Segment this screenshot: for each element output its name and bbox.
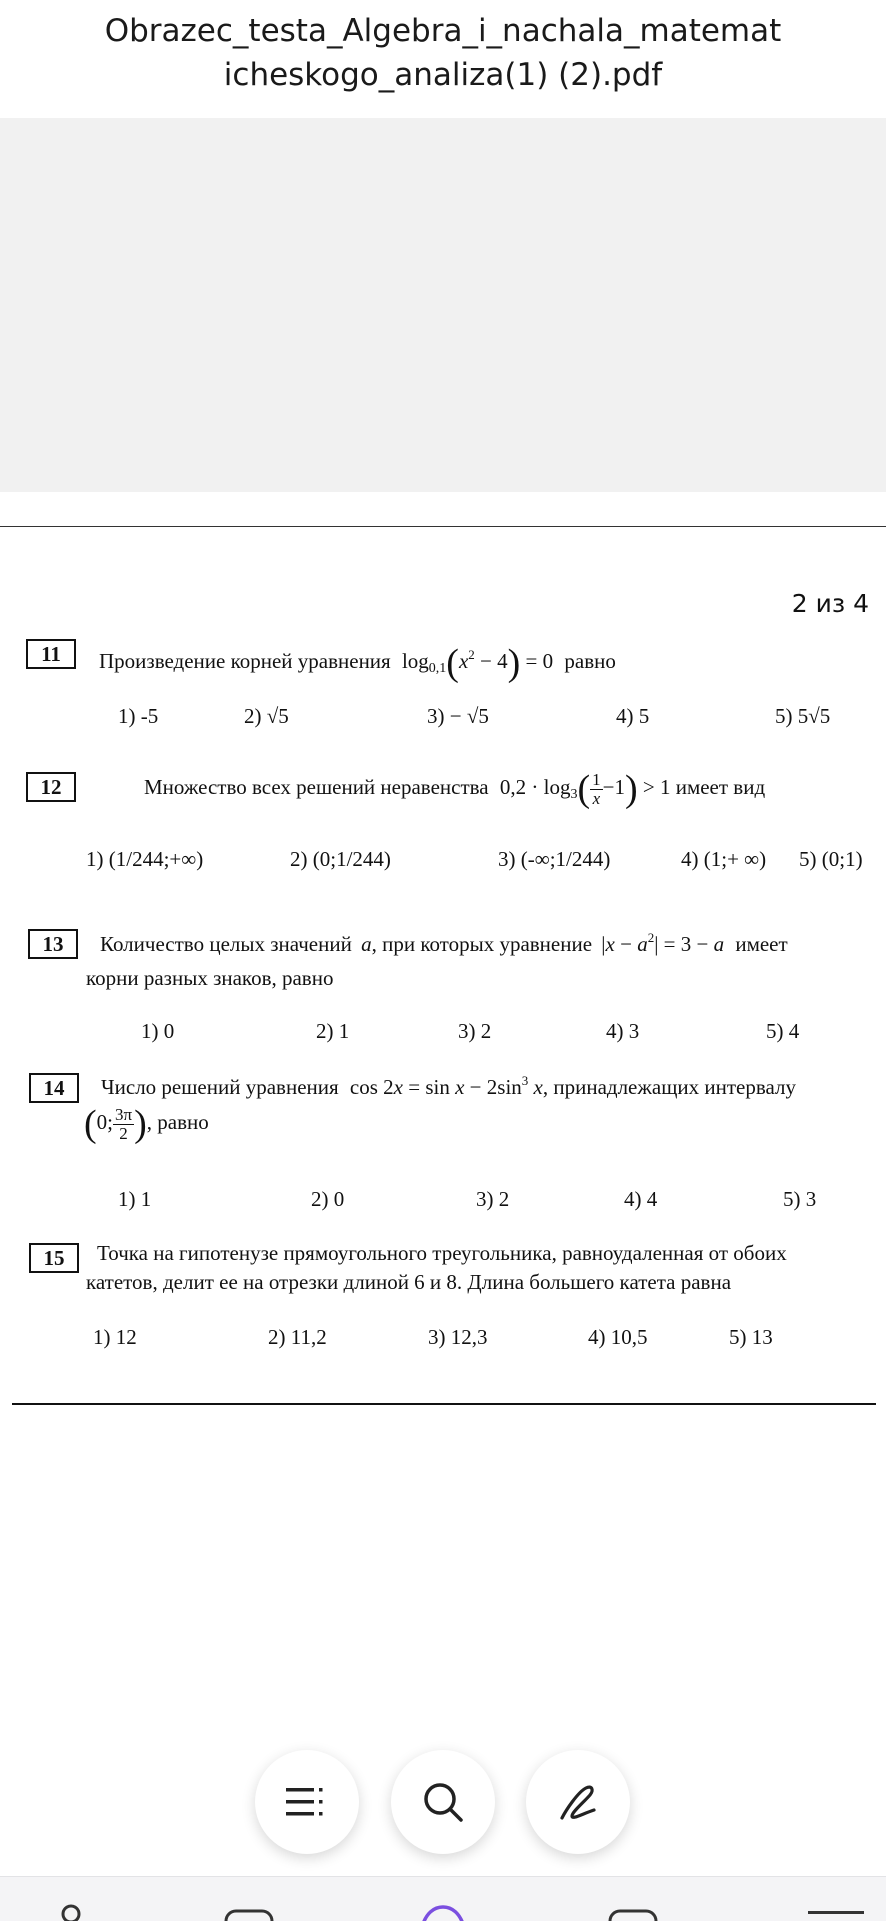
page-bottom-rule [12, 1403, 876, 1405]
question-15-option-4: 4) 10,5 [588, 1325, 648, 1349]
question-15-text-line1: Точка на гипотенузе прямоугольного треугольника, равноудаленная от обоих [97, 1241, 787, 1265]
document-title-line2: icheskogo_analiza(1) (2).pdf [223, 57, 663, 93]
question-14-option-3: 3) 2 [476, 1187, 510, 1211]
question-12-option-4: 4) (1;+ ∞) [681, 847, 767, 871]
contents-button[interactable] [255, 1750, 359, 1854]
question-13-text-after: имеет [735, 932, 788, 956]
question-12-option-2: 2) (0;1/244) [290, 847, 391, 871]
annotate-button[interactable] [526, 1750, 630, 1854]
chat-icon[interactable] [608, 1903, 660, 1921]
question-11-option-4: 4) 5 [616, 704, 650, 728]
tabs-icon[interactable] [224, 1903, 276, 1921]
question-15-text-line2: катетов, делит ее на отрезки длиной 6 и 8. Длина большего катета равна [86, 1270, 732, 1294]
question-13-option-2: 2) 1 [316, 1019, 350, 1043]
search-icon [421, 1780, 465, 1824]
floating-toolbar [0, 1750, 886, 1860]
question-11-option-3: 3) − √5 [427, 704, 489, 728]
question-15-option-5: 5) 13 [729, 1325, 773, 1349]
question-14-option-1: 1) 1 [118, 1187, 152, 1211]
document-title-line1: Obrazec_testa_Algebra_i_nachala_matemat [104, 13, 782, 49]
question-14-option-4: 4) 4 [624, 1187, 658, 1211]
list-icon [284, 1786, 330, 1818]
question-14-text-line1 [101, 1073, 796, 1100]
question-13-option-4: 4) 3 [606, 1019, 640, 1043]
question-14-line2-after: , равно [146, 1109, 209, 1134]
profile-icon[interactable] [56, 1903, 86, 1921]
menu-icon[interactable] [806, 1903, 866, 1921]
search-button[interactable] [391, 1750, 495, 1854]
previous-page-area[interactable] [0, 118, 886, 492]
question-13-option-3: 3) 2 [458, 1019, 492, 1043]
question-12-option-1: 1) (1/244;+∞) [86, 847, 204, 871]
document-title [0, 0, 886, 118]
question-13-text-line2: корни разных знаков, равно [86, 966, 334, 990]
question-14-text-before: Число решений уравнения [101, 1075, 339, 1099]
question-number-11: 11 [26, 639, 76, 669]
pen-icon [556, 1780, 600, 1824]
question-13-variable: a [361, 932, 372, 956]
question-15-option-1: 1) 12 [93, 1325, 137, 1349]
question-11-option-2: 2) √5 [244, 704, 289, 728]
question-13-text-mid: , при которых уравнение [371, 932, 593, 956]
question-11-text-before: Произведение корней уравнения [99, 648, 391, 673]
question-14-interval: (0; $\frac{3\pi}{2}$ ) [84, 1103, 147, 1145]
question-12-text-after: имеет вид [675, 774, 766, 799]
question-11-text-after: равно [564, 648, 616, 673]
question-13-text-line1 [100, 930, 788, 957]
question-14-option-2: 2) 0 [311, 1187, 345, 1211]
question-number-15: 15 [29, 1243, 79, 1273]
question-number-12: 12 [26, 772, 76, 802]
question-12-option-5: 5) (0;1) [799, 847, 863, 871]
question-14-equation: $\cos 2x = \sin x - 2\sin^3$ x [349, 1073, 543, 1099]
question-11-option-5: 5) 5√5 [775, 704, 831, 728]
page-indicator: 2 из 4 [791, 589, 869, 618]
question-12-option-3: 3) (-∞;1/244) [498, 847, 611, 871]
question-11-equation: $\log_{0,1}(x^2 - 4) = 0$ [401, 642, 559, 684]
question-14-text-line2 [84, 1102, 209, 1146]
question-12-text [144, 767, 765, 811]
question-13-option-5: 5) 4 [766, 1019, 800, 1043]
question-number-13: 13 [28, 929, 78, 959]
question-12-inequality: $0,2 \cdot \log_3$( $\frac{1}{x}$ −1) > 1 [499, 768, 676, 810]
question-14-option-5: 5) 3 [783, 1187, 817, 1211]
bottom-navigation-bar [0, 1876, 886, 1921]
ai-assistant-icon[interactable] [418, 1903, 468, 1921]
question-13-text-before: Количество целых значений [100, 932, 352, 956]
question-number-14: 14 [29, 1073, 79, 1103]
question-15-option-3: 3) 12,3 [428, 1325, 488, 1349]
question-12-text-before: Множество всех решений неравенства [144, 774, 489, 799]
question-15-option-2: 2) 11,2 [268, 1325, 327, 1349]
question-13-equation: $|x - a^2| = 3 - a$ [601, 930, 725, 956]
question-14-text-after: , принадлежащих интервалу [542, 1075, 796, 1099]
question-11-option-1: 1) -5 [118, 704, 159, 728]
question-13-option-1: 1) 0 [141, 1019, 175, 1043]
page-top-rule [0, 526, 886, 527]
question-11-text [99, 641, 616, 685]
